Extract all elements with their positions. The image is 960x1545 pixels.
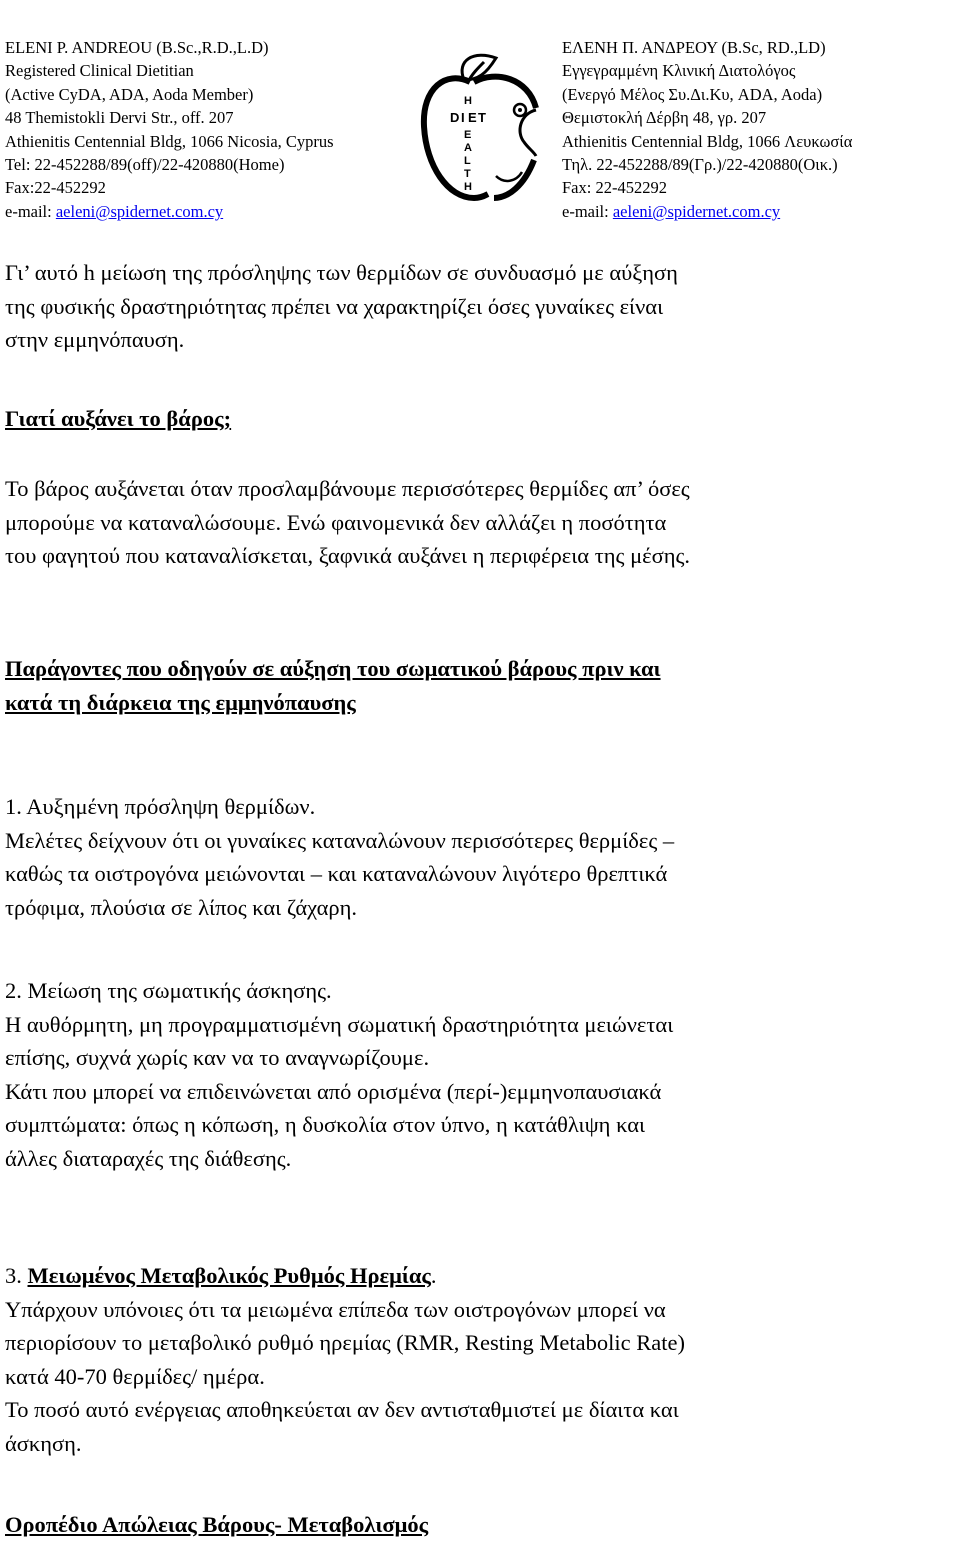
section-heading-line: κατά τη διάρκεια της εμμηνόπαυσης (5, 689, 356, 715)
apple-logo-icon (412, 48, 562, 208)
factor-title: 1. Αυξημένη πρόσληψη θερμίδων. (5, 794, 316, 819)
header-name-en: ELENI P. ANDREOU (B.Sc.,R.D.,L.D) (5, 38, 269, 57)
section-heading: Γιατί αυξάνει το βάρος; (5, 406, 232, 431)
factor-line: Η αυθόρμητη, μη προγραμματισμένη σωματική δραστηριότητα μειώνεται (5, 1011, 674, 1037)
logo-letter-t: T (478, 110, 486, 125)
factor-2 (5, 974, 955, 1175)
why-line: Το βάρος αυξάνεται όταν προσλαμβάνουμε περισσότερες θερμίδες απ’ όσες (5, 476, 690, 501)
factor-line: καθώς τα οιστρογόνα μειώνονται – και καταναλώνουν λιγότερο θρεπτικά (5, 861, 668, 886)
factor-3 (5, 1259, 955, 1460)
factor-line: Το ποσό αυτό ενέργειας αποθηκεύεται αν δεν αντισταθμιστεί με δίαιτα και (5, 1397, 679, 1422)
intro-line: Γι’ αυτό h μείωση της πρόσληψης των θερμίδων σε συνδυασμό με αύξηση (5, 260, 678, 285)
intro-line: της φυσικής δραστηριότητας πρέπει να χαρακτηρίζει όσες γυναίκες είναι (5, 293, 664, 319)
header-building-en: Athienitis Centennial Bldg, 1066 Nicosia, Cyprus (5, 131, 334, 151)
email-label: e-mail: (5, 201, 56, 221)
heading-factors (5, 652, 955, 719)
header-title-en: Registered Clinical Dietitian (5, 61, 194, 81)
section-heading: Οροπέδιο Απώλειας Βάρους- Μεταβολισμός (5, 1512, 429, 1537)
logo-letter-i: I (461, 110, 465, 125)
factor-line: Κάτι που μπορεί να επιδεινώνεται από ορισμένα (περί-)εμμηνοπαυσιακά (5, 1078, 662, 1104)
factor-line: Υπάρχουν υπόνοιες ότι τα μειωμένα επίπεδα των οιστρογόνων μπορεί να (5, 1296, 666, 1322)
factor-line: περιορίσουν το μεταβολικό ρυθμό ηρεμίας (RMR, Resting Metabolic Rate) (5, 1330, 685, 1355)
factor-line: άσκηση. (5, 1430, 82, 1456)
header-street-en: 48 Themistokli Dervi Str., off. 207 (5, 108, 234, 128)
logo-letter-d: D (450, 110, 460, 125)
logo-letter-t2: T (464, 168, 471, 180)
factor-line: Μελέτες δείχνουν ότι οι γυναίκες καταναλώνουν περισσότερες θερμίδες – (5, 827, 675, 853)
why-line: μπορούμε να καταναλώσουμε. Ενώ φαινομενικά δεν αλλάζει η ποσότητα (5, 509, 667, 535)
logo-letter-a: A (464, 142, 472, 154)
header-building-gr: Athienitis Centennial Bldg, 1066 Λευκωσία (562, 131, 853, 151)
header-fax-en: Fax:22-452292 (5, 178, 106, 198)
factor-line: τρόφιμα, πλούσια σε λίπος και ζάχαρη. (5, 894, 358, 920)
header-tel-gr: Τηλ. 22-452288/89(Γρ.)/22-420880(Οικ.) (562, 155, 838, 175)
logo-letter-e2: E (464, 129, 472, 141)
logo-letter-h2: H (464, 181, 472, 193)
why-line: του φαγητού που καταναλίσκεται, ξαφνικά αυξάνει η περιφέρεια της μέσης. (5, 543, 691, 568)
header-email-row-gr (562, 200, 852, 223)
header-email-row-en (5, 200, 334, 223)
section-heading-line: Παράγοντες που οδηγούν σε αύξηση του σωματικού βάρους πριν και (5, 656, 661, 681)
factor-line: συμπτώματα: όπως η κόπωση, η δυσκολία στον ύπνο, η κατάθλιψη και (5, 1112, 646, 1137)
header-fax-gr: Fax: 22-452292 (562, 178, 667, 198)
factor-number: 3. (5, 1263, 28, 1288)
header-left (5, 36, 334, 223)
factor-line: επίσης, συχνά χωρίς καν να το αναγνωρίζουμε. (5, 1045, 430, 1070)
header-tel-en: Tel: 22-452288/89(off)/22-420880(Home) (5, 155, 285, 175)
logo-letter-l: L (464, 155, 471, 167)
factor-title (5, 1259, 955, 1293)
email-link[interactable]: aeleni@spidernet.com.cy (55, 201, 224, 221)
header-name-gr: ΕΛΕΝΗ Π. ΑΝΔΡΕΟΥ (B.Sc, RD.,LD) (562, 38, 826, 57)
heading-why-weight (5, 402, 955, 436)
email-link-gr[interactable]: aeleni@spidernet.com.cy (612, 201, 781, 221)
intro-paragraph (5, 256, 955, 357)
factor-line: κατά 40-70 θερμίδες/ ημέρα. (5, 1363, 265, 1389)
header-title-gr: Εγγεγραμμένη Κλινική Διατολόγος (562, 61, 796, 81)
factor-title: 2. Μείωση της σωματικής άσκησης. (5, 978, 332, 1003)
header-street-gr: Θεμιστοκλή Δέρβη 48, γρ. 207 (562, 108, 767, 128)
logo-letter-h1: H (464, 95, 472, 107)
logo-letter-e: E (468, 110, 477, 125)
header-membership-gr: (Ενεργό Μέλος Συ.Δι.Κυ, ADA, Aoda) (562, 84, 823, 104)
email-label-gr: e-mail: (562, 201, 613, 221)
factor-title-text: Μειωμένος Μεταβολικός Ρυθμός Ηρεμίας (27, 1263, 431, 1288)
intro-line: στην εμμηνόπαυση. (5, 327, 185, 352)
why-paragraph (5, 472, 955, 573)
header-right (562, 36, 852, 223)
factor-line: άλλες διαταραχές της διάθεσης. (5, 1145, 292, 1171)
header-membership-en: (Active CyDA, ADA, Aoda Member) (5, 84, 254, 104)
factor-title-dot: . (430, 1263, 437, 1288)
factor-1 (5, 790, 955, 924)
heading-plateau (5, 1508, 955, 1542)
